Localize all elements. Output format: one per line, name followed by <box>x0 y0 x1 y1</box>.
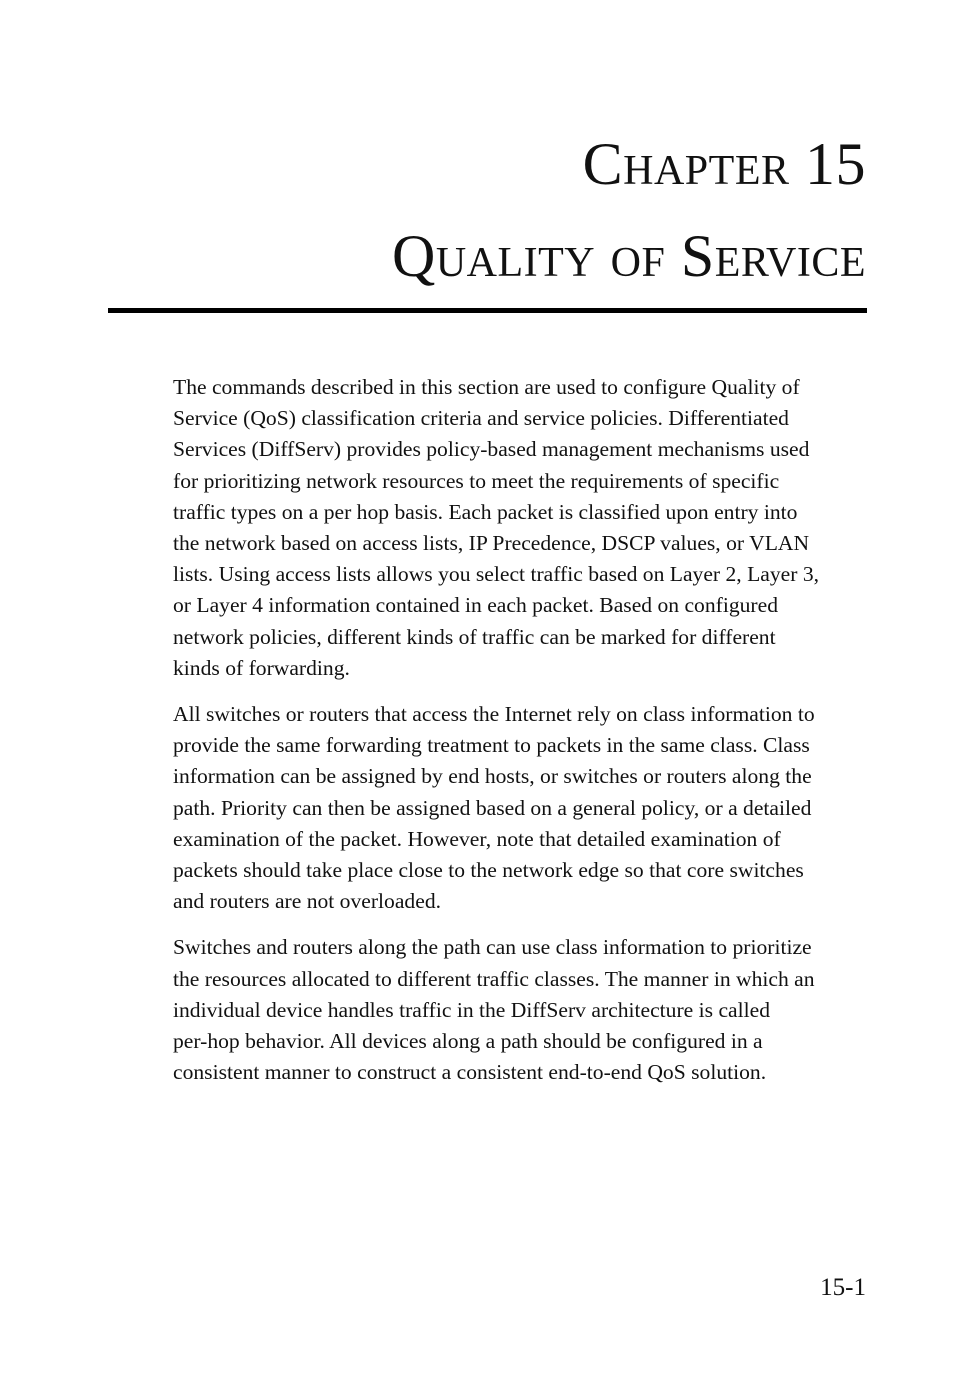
text-line: The commands described in this section are used to configure Quality of <box>173 375 800 399</box>
text-line: traffic types on a per hop basis. Each packet is classified upon entry into <box>173 499 798 524</box>
text-line: network policies, different kinds of traffic can be marked for different <box>173 624 776 649</box>
text-line: information can be assigned by end hosts, or switches or routers along the <box>173 764 812 789</box>
text-line: the network based on access lists, IP Precedence, DSCP values, or VLAN <box>173 531 810 556</box>
text-line: individual device handles traffic in the DiffServ architecture is called <box>173 997 771 1022</box>
text-line: lists. Using access lists allows you select traffic based on Layer 2, Layer 3, <box>173 562 820 587</box>
body-text <box>173 372 867 1103</box>
paragraph-1 <box>173 372 867 684</box>
text-line: consistent manner to construct a consistent end-to-end QoS solution. <box>173 1060 767 1085</box>
chapter-title: Quality of Service <box>392 223 866 289</box>
paragraph-3 <box>173 932 867 1088</box>
text-line: packets should take place close to the network edge so that core switches <box>173 858 804 883</box>
text-line: the resources allocated to different traffic classes. The manner in which an <box>173 966 815 991</box>
text-line: Service (QoS) classification criteria and service policies. Differentiated <box>173 406 789 431</box>
text-line: All switches or routers that access the Internet rely on class information to <box>173 702 815 727</box>
text-line: Services (DiffServ) provides policy-based management mechanisms used <box>173 437 810 462</box>
text-line: path. Priority can then be assigned based on a general policy, or a detailed <box>173 795 812 820</box>
text-line: and routers are not overloaded. <box>173 889 442 914</box>
page-number: 15-1 <box>820 1274 866 1301</box>
heading-divider <box>108 308 867 313</box>
text-line: or Layer 4 information contained in each packet. Based on configured <box>173 593 778 618</box>
text-line: per-hop behavior. All devices along a path should be configured in a <box>173 1029 763 1054</box>
text-line: examination of the packet. However, note that detailed examination of <box>173 826 781 851</box>
text-line: Switches and routers along the path can use class information to prioritize <box>173 935 812 960</box>
chapter-number-title: Chapter 15 <box>582 131 866 197</box>
text-line: kinds of forwarding. <box>173 655 350 680</box>
paragraph-2 <box>173 699 867 917</box>
text-line: provide the same forwarding treatment to packets in the same class. Class <box>173 733 810 758</box>
chapter-heading <box>106 118 866 302</box>
text-line: for prioritizing network resources to meet the requirements of specific <box>173 468 780 493</box>
